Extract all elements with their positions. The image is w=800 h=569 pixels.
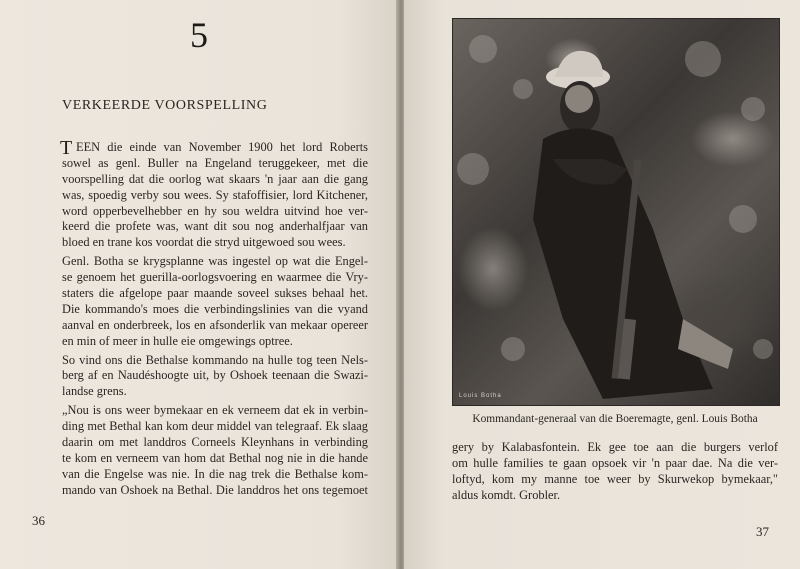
left-page — [0, 0, 398, 569]
text-line: voorspelling dat die oorlog wat skaars 'n jaar aan die gang — [62, 171, 368, 186]
text-line: was, spoedig verby sou wees. Sy stafoffisier, lord Kitchener, — [62, 187, 368, 202]
text-line: landse grens. — [62, 384, 127, 399]
text-line: ding met Bethal kan kom deur middel van telegraaf. Ek slaag — [62, 419, 368, 434]
text-line: „Nou is ons weer bymekaar en ek verneem dat ek in verbin- — [62, 403, 368, 418]
drop-cap: T — [60, 137, 73, 159]
paragraph — [62, 353, 368, 401]
text-line: mando van Oshoek na Bethal. Die landdros het ons tegemoet — [62, 482, 368, 497]
body-text — [60, 137, 368, 499]
page-number: 37 — [756, 524, 769, 539]
text-line: staters die afgelope paar maande soveel sukses behaal het. — [62, 286, 368, 301]
photo-caption: Kommandant-generaal van die Boeremagte, genl. Louis Botha — [472, 413, 758, 425]
paragraph — [62, 403, 368, 498]
text-line: sowel as genl. Buller na Engeland teruggekeer, met die — [62, 155, 368, 170]
text-line: So vind ons die Bethalse kommando na hulle tog teen Nels- — [62, 352, 368, 367]
portrait-figure — [453, 19, 779, 405]
portrait-photo — [452, 18, 780, 406]
text-line: keerd die profete was, want dit sou nog anderhalfjaar van — [62, 219, 368, 234]
text-line: om hulle families te gaan opsoek vir 'n paar dae. Na die ver- — [452, 456, 778, 470]
text-line: en min of meer in hulle eie omgewings optree. — [62, 333, 293, 348]
text-line: Genl. Botha se krygsplanne was ingestel op wat die Engel- — [62, 254, 368, 269]
text-line: aanval en onderbreek, los en afsonderlik van mekaar opereer — [62, 317, 368, 332]
text-line: Die kommando's moes die verbindingslinies van die vyand — [62, 301, 368, 316]
photo-inscription: Louis Botha — [459, 393, 502, 399]
text-line: daarin om met landdros Corneels Kleynhans in verbinding — [62, 435, 368, 450]
paragraph — [62, 254, 368, 349]
text-line: word opperbevelhebber en hy sou weldra uitvind hoe ver- — [62, 203, 368, 218]
right-page — [404, 0, 800, 569]
text-line: bloed en trane kos voordat die stryd uitgewoed sou wees. — [62, 235, 346, 250]
text-line: gery by Kalabasfontein. Ek gee toe aan die burgers verlof — [452, 440, 778, 454]
text-line: se genoem het guerilla-oorlogsvoering en waarmee die Vry- — [62, 270, 368, 285]
body-text — [452, 439, 778, 503]
page-number: 36 — [32, 513, 45, 528]
text-line: te kom en verneem van hom dat Bethal nog nie in die hande — [62, 450, 368, 465]
section-heading: VERKEERDE VOORSPELLING — [62, 98, 268, 113]
text-line: EEN die einde van November 1900 het lord Roberts — [76, 140, 368, 154]
text-line: van die Engelse was nie. In die nag trek die Bethalse kom- — [62, 466, 368, 481]
text-line: loftyd, kom my manne toe weer by Skurwekop bymekaar," — [452, 472, 778, 486]
chapter-number: 5 — [190, 15, 208, 55]
text-line: berg af en Naudéshoogte uit, by Oshoek teenaan die Swazi- — [62, 368, 368, 383]
paragraph — [60, 137, 368, 251]
text-line: aldus komdt. Grobler. — [452, 488, 561, 502]
